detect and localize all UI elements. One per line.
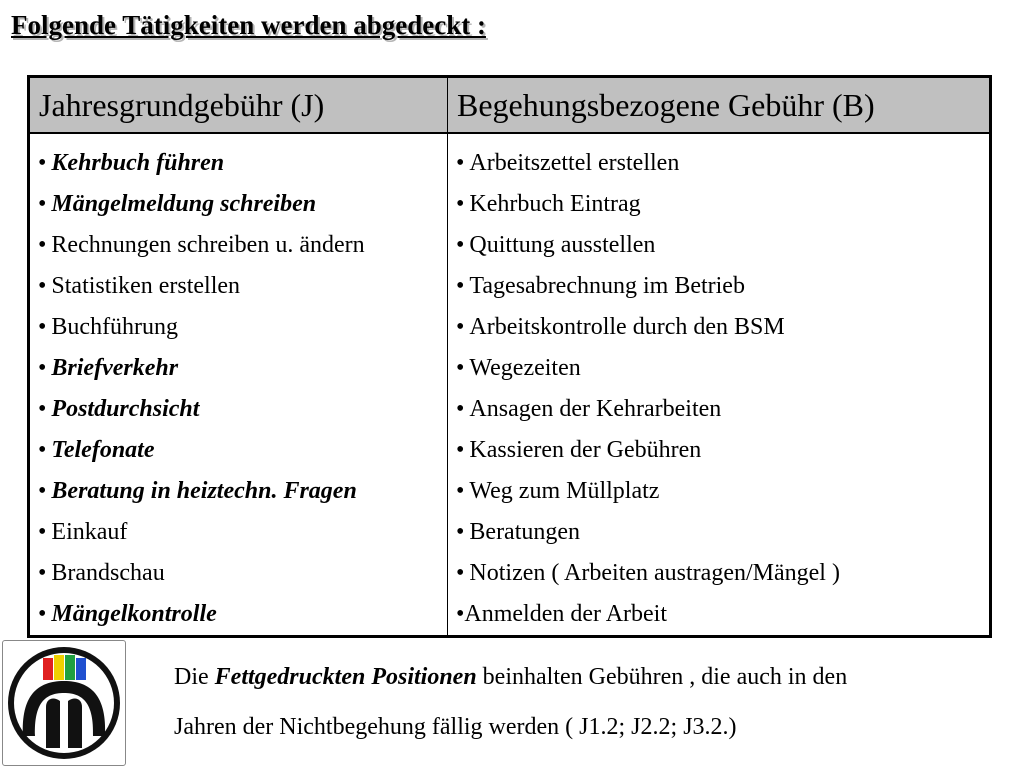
bullet-icon: • (38, 273, 47, 299)
inspection-fee-item (456, 430, 989, 471)
bullet-icon: • (38, 560, 47, 586)
inspection-fee-item (456, 553, 989, 594)
inspection-fee-item-label: Kehrbuch Eintrag (469, 191, 641, 217)
inspection-fee-item-label: Quittung ausstellen (469, 232, 656, 258)
bullet-icon: • (38, 601, 47, 627)
bullet-icon: • (456, 355, 465, 381)
inspection-fee-list (456, 143, 989, 635)
annual-fee-item (38, 184, 447, 225)
annual-fee-item-label: Rechnungen schreiben u. ändern (51, 232, 365, 258)
inspection-fee-item-label: Arbeitskontrolle durch den BSM (469, 314, 785, 340)
inspection-fee-item (456, 471, 989, 512)
inspection-fee-item-label: Weg zum Müllplatz (469, 478, 660, 504)
header-inspection-fee: Begehungsbezogene Gebühr (B) (448, 77, 991, 134)
bullet-icon: • (456, 273, 465, 299)
annual-fee-list (38, 143, 447, 635)
inspection-fee-item-label: Beratungen (469, 519, 581, 545)
bullet-icon: • (38, 519, 47, 545)
logo (2, 640, 126, 766)
footnote-emphasis: Fettgedruckten Positionen (214, 664, 477, 690)
annual-fee-item-label: Buchführung (51, 314, 179, 340)
footnote-suffix: beinhalten Gebühren , die auch in den (482, 664, 848, 690)
annual-fee-item (38, 430, 447, 471)
inspection-fee-item (456, 143, 989, 184)
bullet-icon: • (456, 396, 465, 422)
annual-fee-item-label: Kehrbuch führen (51, 150, 225, 176)
bullet-icon: • (456, 519, 465, 545)
bullet-icon: • (38, 355, 47, 381)
inspection-fee-item-label: Tagesabrechnung im Betrieb (469, 273, 745, 299)
annual-fee-item-label: Statistiken erstellen (51, 273, 241, 299)
inspection-fee-item (456, 389, 989, 430)
annual-fee-item-label: Postdurchsicht (51, 396, 200, 422)
annual-fee-item (38, 553, 447, 594)
annual-fee-item (38, 307, 447, 348)
page-title: Folgende Tätigkeiten werden abgedeckt : (11, 10, 486, 40)
annual-fee-item-label: Mängelkontrolle (51, 601, 217, 627)
annual-fee-item (38, 389, 447, 430)
inspection-fee-item (456, 266, 989, 307)
table-body-row (29, 133, 991, 637)
header-annual-fee: Jahresgrundgebühr (J) (29, 77, 448, 134)
inspection-fee-item-label: Anmelden der Arbeit (464, 601, 668, 627)
bullet-icon: • (456, 150, 465, 176)
footnote (174, 652, 847, 752)
inspection-fee-item (456, 594, 989, 635)
annual-fee-item-label: Telefonate (51, 437, 155, 463)
bullet-icon: • (456, 232, 465, 258)
annual-fee-item (38, 225, 447, 266)
bullet-icon: • (456, 560, 465, 586)
bullet-icon: • (38, 396, 47, 422)
bullet-icon: • (38, 191, 47, 217)
bullet-icon: • (456, 478, 465, 504)
inspection-fee-item-label: Wegezeiten (469, 355, 581, 381)
table-header-row (29, 77, 991, 134)
inspection-fee-item (456, 184, 989, 225)
bullet-icon: • (38, 150, 47, 176)
chimney-sweep-guild-emblem-icon (3, 641, 125, 765)
annual-fee-item (38, 512, 447, 553)
bullet-icon: • (456, 437, 465, 463)
annual-fee-item-label: Briefverkehr (51, 355, 179, 381)
footnote-line-2: Jahren der Nichtbegehung fällig werden ( J1.2; J2.2; J3.2.) (174, 714, 737, 740)
annual-fee-item (38, 143, 447, 184)
inspection-fee-item (456, 348, 989, 389)
inspection-fee-cell (448, 133, 991, 637)
annual-fee-item (38, 594, 447, 635)
bullet-icon: • (38, 314, 47, 340)
annual-fee-item-label: Mängelmeldung schreiben (51, 191, 317, 217)
bullet-icon: • (38, 232, 47, 258)
bullet-icon: • (456, 601, 465, 627)
inspection-fee-item-label: Ansagen der Kehrarbeiten (469, 396, 722, 422)
bullet-icon: • (38, 478, 47, 504)
annual-fee-item (38, 471, 447, 512)
inspection-fee-item-label: Notizen ( Arbeiten austragen/Mängel ) (469, 560, 840, 586)
annual-fee-item (38, 348, 447, 389)
inspection-fee-item (456, 225, 989, 266)
inspection-fee-item-label: Arbeitszettel erstellen (469, 150, 680, 176)
annual-fee-cell (29, 133, 448, 637)
annual-fee-item-label: Brandschau (51, 560, 165, 586)
bullet-icon: • (38, 437, 47, 463)
bullet-icon: • (456, 314, 465, 340)
inspection-fee-item-label: Kassieren der Gebühren (469, 437, 702, 463)
activities-table (27, 75, 992, 638)
inspection-fee-item (456, 307, 989, 348)
annual-fee-item-label: Einkauf (51, 519, 128, 545)
annual-fee-item-label: Beratung in heiztechn. Fragen (51, 478, 357, 504)
annual-fee-item (38, 266, 447, 307)
inspection-fee-item (456, 512, 989, 553)
footnote-prefix: Die (174, 664, 209, 690)
bullet-icon: • (456, 191, 465, 217)
